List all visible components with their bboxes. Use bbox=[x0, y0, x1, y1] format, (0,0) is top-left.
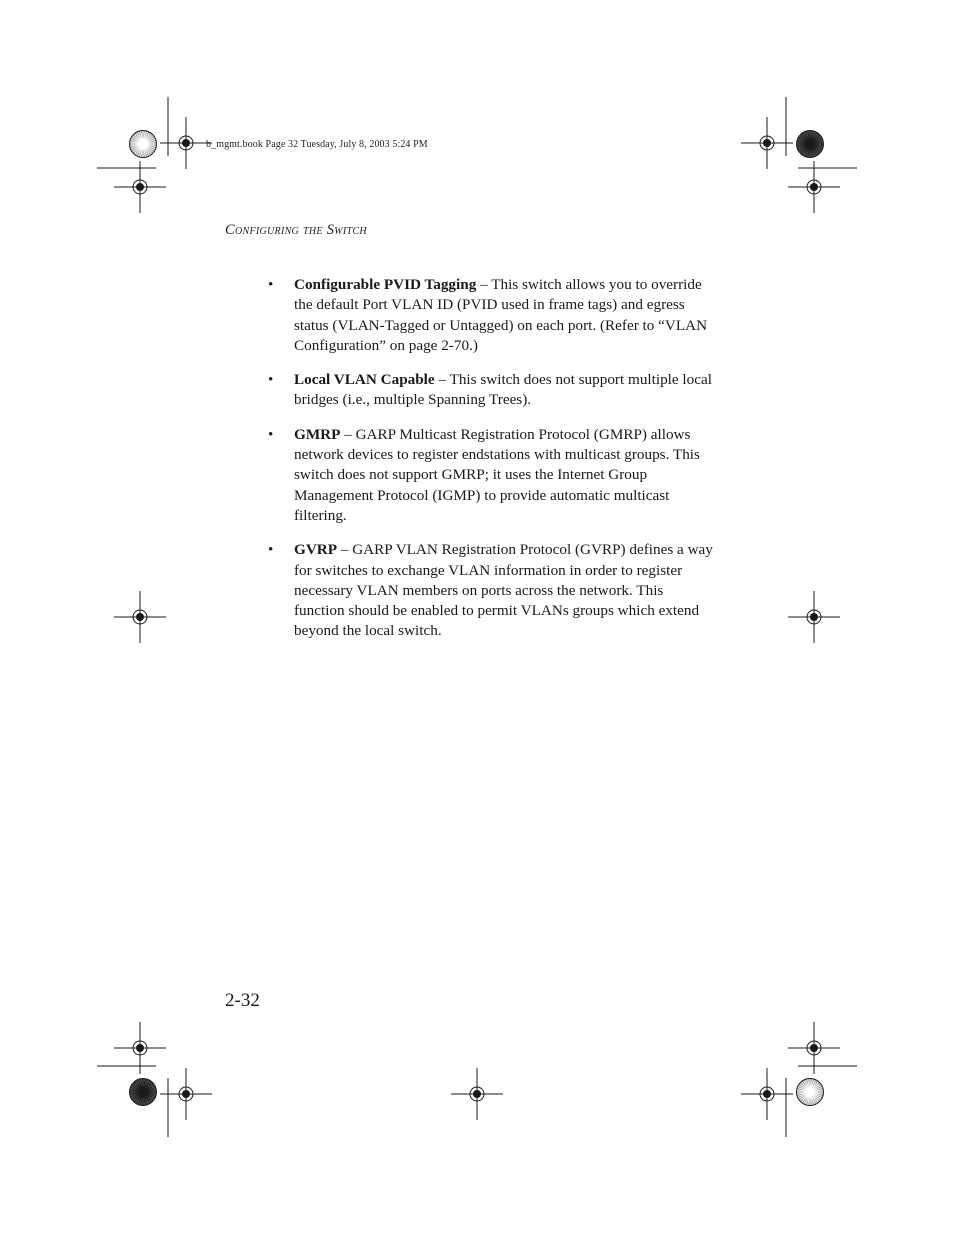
starburst-target-icon-bottom-left bbox=[130, 1079, 157, 1106]
registration-mark-icon bbox=[114, 161, 166, 213]
page-number: 2-32 bbox=[225, 990, 260, 1011]
list-item-term: Configurable PVID Tagging bbox=[294, 276, 477, 293]
print-slug: b_mgmt.book Page 32 Tuesday, July 8, 2003 5:24 PM bbox=[206, 139, 428, 150]
bullet-icon: • bbox=[268, 371, 274, 389]
list-item-gmrp bbox=[268, 425, 716, 526]
list-item-gvrp bbox=[268, 540, 716, 641]
running-header: Configuring the Switch bbox=[225, 222, 367, 238]
list-item-separator: – bbox=[340, 425, 356, 443]
list-item-local-vlan bbox=[268, 370, 716, 411]
list-item-term: GMRP bbox=[294, 425, 341, 443]
starburst-target-icon-top-left bbox=[130, 131, 157, 158]
starburst-target-icon-bottom-right bbox=[797, 1079, 824, 1106]
list-item-text: GARP Multicast Registration Protocol (GMRP) allows network devices to register endstations with multicast groups. This switch does not support GMRP; it uses the Internet Group Management Protocol (IGMP) to provide automatic multicast filtering. bbox=[294, 425, 700, 524]
registration-mark-icon bbox=[741, 1068, 793, 1120]
list-item-text: GARP VLAN Registration Protocol (GVRP) defines a way for switches to exchange VLAN information in order to register necessary VLAN members on ports across the network. This function should be enabled to permit VLANs groups which extend beyond the local switch. bbox=[294, 541, 713, 640]
starburst-target-icon-top-right bbox=[797, 131, 824, 158]
registration-mark-icon bbox=[788, 591, 840, 643]
bullet-icon: • bbox=[268, 425, 274, 443]
feature-list bbox=[268, 275, 716, 656]
registration-mark-icon bbox=[741, 117, 793, 169]
list-item-separator: – bbox=[434, 371, 450, 389]
registration-mark-icon bbox=[451, 1068, 503, 1120]
bullet-icon: • bbox=[268, 541, 274, 559]
list-item-text: This switch allows you to override the default Port VLAN ID (PVID used in frame tags) and egress status (VLAN-Tagged or Untagged) on each port. (Refer to “VLAN Configuration” on page 2-70.) bbox=[294, 276, 708, 354]
registration-mark-icon bbox=[114, 591, 166, 643]
list-item-text: This switch does not support multiple local bridges (i.e., multiple Spanning Trees). bbox=[294, 371, 712, 409]
list-item-separator: – bbox=[476, 276, 492, 293]
list-item-pvid-tagging bbox=[268, 275, 716, 356]
list-item-term: GVRP bbox=[294, 541, 338, 559]
bullet-icon: • bbox=[268, 276, 274, 293]
list-item-separator: – bbox=[337, 541, 353, 559]
list-item-term: Local VLAN Capable bbox=[294, 371, 435, 389]
registration-mark-icon bbox=[788, 161, 840, 213]
